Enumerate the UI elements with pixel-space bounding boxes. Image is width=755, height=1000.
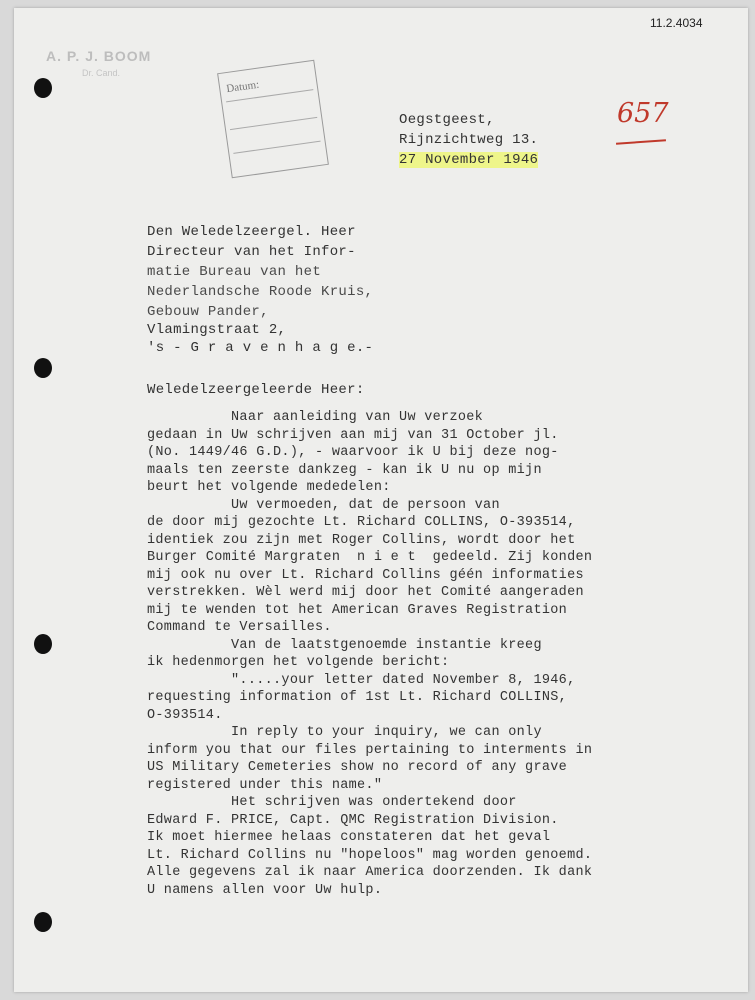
body-line: identiek zou zijn met Roger Collins, wordt door het (147, 532, 576, 548)
body-line: registered under this name." (147, 777, 383, 793)
body-line: Ik moet hiermee helaas constateren dat het geval (147, 830, 551, 845)
body-line: mij te wenden tot het American Graves Registration (147, 602, 568, 618)
salutation: Weledelzeergeleerde Heer: (147, 382, 365, 398)
letterhead-title: Dr. Cand. (82, 68, 121, 78)
recipient-line: Nederlandsche Roode Kruis, (147, 284, 374, 300)
stamp-line (233, 141, 320, 154)
stamp-line (230, 117, 317, 130)
body-line: Burger Comité Margraten n i e t gedeeld. Zij konden (147, 550, 593, 565)
body-line: verstrekken. Wèl werd mij door het Comité aangeraden (147, 585, 584, 600)
body-line: ik hedenmorgen het volgende bericht: (147, 655, 450, 670)
recipient-line: 's - G r a v e n h a g e.- (147, 340, 374, 356)
body-line: ".....your letter dated November 8, 1946, (147, 672, 576, 688)
body-line: Uw vermoeden, dat de persoon van (147, 497, 500, 513)
body-line: U namens allen voor Uw hulp. (147, 882, 383, 898)
sender-street: Rijnzichtweg 13. (399, 132, 539, 148)
punch-hole (34, 78, 52, 98)
body-line: Van de laatstgenoemde instantie kreeg (147, 637, 542, 653)
body-line: US Military Cemeteries show no record of any grave (147, 760, 568, 775)
letter-date: 27 November 1946 (399, 152, 539, 168)
body-line: Lt. Richard Collins nu "hopeloos" mag worden genoemd. (147, 847, 593, 863)
handwritten-file-number: 657 (617, 98, 669, 129)
body-line: Edward F. PRICE, Capt. QMC Registration Division. (147, 812, 559, 828)
recipient-line: Directeur van het Infor- (147, 244, 356, 260)
punch-hole (34, 634, 52, 654)
body-line: beurt het volgende mededelen: (147, 480, 391, 495)
recipient-line: Vlamingstraat 2, (147, 322, 287, 338)
recipient-line: matie Bureau van het (147, 264, 322, 280)
punch-hole (34, 358, 52, 378)
body-line: maals ten zeerste dankzeg - kan ik U nu op mijn (147, 462, 542, 478)
body-line: inform you that our files pertaining to interments in (147, 742, 593, 758)
body-line: (No. 1449/46 G.D.), - waarvoor ik U bij deze nog- (147, 445, 559, 460)
body-line: de door mij gezochte Lt. Richard COLLINS, O-393514, (147, 515, 576, 530)
body-line: Naar aanleiding van Uw verzoek (147, 410, 484, 425)
body-line: Het schrijven was ondertekend door (147, 795, 517, 810)
body-line: In reply to your inquiry, we can only (147, 725, 542, 740)
body-line: mij ook nu over Lt. Richard Collins géén informaties (147, 567, 584, 583)
recipient-line: Gebouw Pander, (147, 304, 269, 320)
body-line: Alle gegevens zal ik naar America doorzenden. Ik dank (147, 865, 593, 880)
archive-reference: 11.2.4034 (650, 16, 703, 30)
letterhead-name: A. P. J. BOOM (46, 48, 152, 64)
punch-hole (34, 912, 52, 932)
body-line: gedaan in Uw schrijven aan mij van 31 October jl. (147, 427, 559, 443)
body-line: requesting information of 1st Lt. Richard COLLINS, (147, 690, 568, 705)
sender-city: Oegstgeest, (399, 112, 495, 128)
recipient-line: Den Weledelzeergel. Heer (147, 224, 356, 240)
stamp-label: Datum: (225, 78, 260, 96)
date-stamp (217, 60, 329, 179)
body-line: O-393514. (147, 707, 223, 723)
body-line: Command te Versailles. (147, 620, 332, 635)
